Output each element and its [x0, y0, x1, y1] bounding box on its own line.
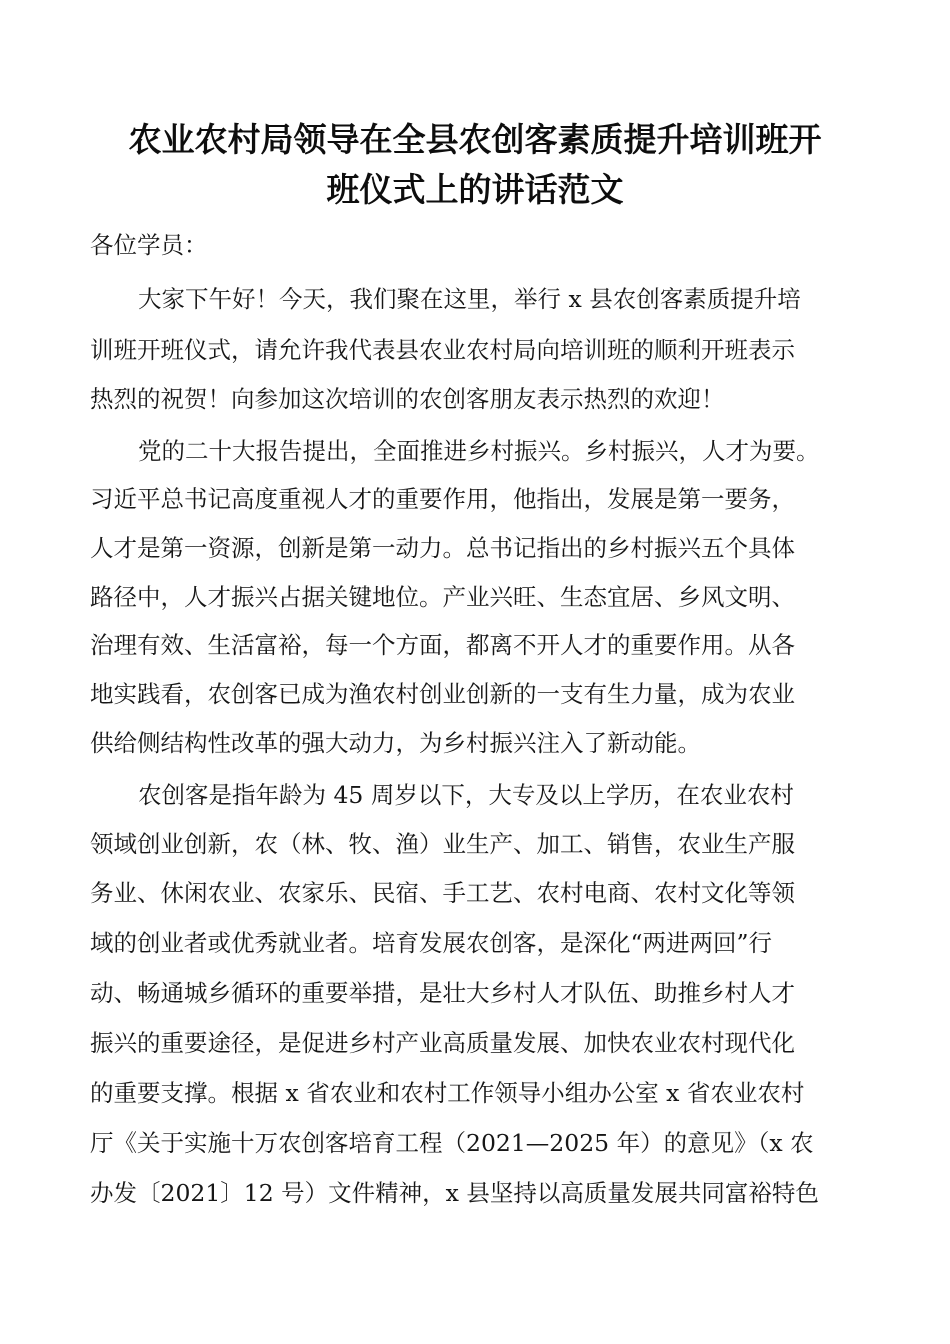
paragraph-3-line-8: 厅《关于实施十万农创客培育工程（2021—2025 年）的意见》（x 农: [90, 1129, 814, 1157]
paragraph-2-line-5: 治理有效、生活富裕，每一个方面，都离不开人才的重要作用。从各: [90, 631, 795, 659]
paragraph-1-line-3: 热烈的祝贺！向参加这次培训的农创客朋友表示热烈的欢迎！: [90, 385, 725, 413]
paragraph-3-line-6: 振兴的重要途径，是促进乡村产业高质量发展、加快农业农村现代化: [90, 1029, 795, 1057]
paragraph-1-line-1: 大家下午好！今天，我们聚在这里，举行 x 县农创客素质提升培: [138, 285, 801, 313]
paragraph-3-line-2: 领域创业创新，农（林、牧、渔）业生产、加工、销售，农业生产服: [90, 830, 795, 858]
paragraph-3-line-1: 农创客是指年龄为 45 周岁以下，大专及以上学历，在农业农村: [138, 781, 794, 809]
document-title-line-2: 班仪式上的讲话范文: [326, 170, 624, 209]
salutation: 各位学员：: [90, 231, 208, 259]
paragraph-2-line-6: 地实践看，农创客已成为渔农村创业创新的一支有生力量，成为农业: [90, 680, 795, 708]
paragraph-3-line-3: 务业、休闲农业、农家乐、民宿、手工艺、农村电商、农村文化等领: [90, 879, 795, 907]
paragraph-3-line-5: 动、畅通城乡循环的重要举措，是壮大乡村人才队伍、助推乡村人才: [90, 979, 795, 1007]
paragraph-2-line-1: 党的二十大报告提出，全面推进乡村振兴。乡村振兴，人才为要。: [138, 437, 820, 465]
paragraph-2-line-4: 路径中，人才振兴占据关键地位。产业兴旺、生态宜居、乡风文明、: [90, 583, 795, 611]
paragraph-2-line-3: 人才是第一资源，创新是第一动力。总书记指出的乡村振兴五个具体: [90, 534, 795, 562]
paragraph-3-line-9: 办发〔2021〕12 号）文件精神，x 县坚持以高质量发展共同富裕特色: [90, 1179, 819, 1207]
paragraph-3-line-7: 的重要支撑。根据 x 省农业和农村工作领导小组办公室 x 省农业农村: [90, 1079, 805, 1107]
paragraph-1-line-2: 训班开班仪式，请允许我代表县农业农村局向培训班的顺利开班表示: [90, 336, 795, 364]
paragraph-3-line-4: 域的创业者或优秀就业者。培育发展农创客，是深化“两进两回”行: [90, 929, 773, 957]
paragraph-2-line-7: 供给侧结构性改革的强大动力，为乡村振兴注入了新动能。: [90, 729, 701, 757]
paragraph-2-line-2: 习近平总书记高度重视人才的重要作用，他指出，发展是第一要务，: [90, 485, 795, 513]
document-title-line-1: 农业农村局领导在全县农创客素质提升培训班开: [128, 120, 822, 159]
